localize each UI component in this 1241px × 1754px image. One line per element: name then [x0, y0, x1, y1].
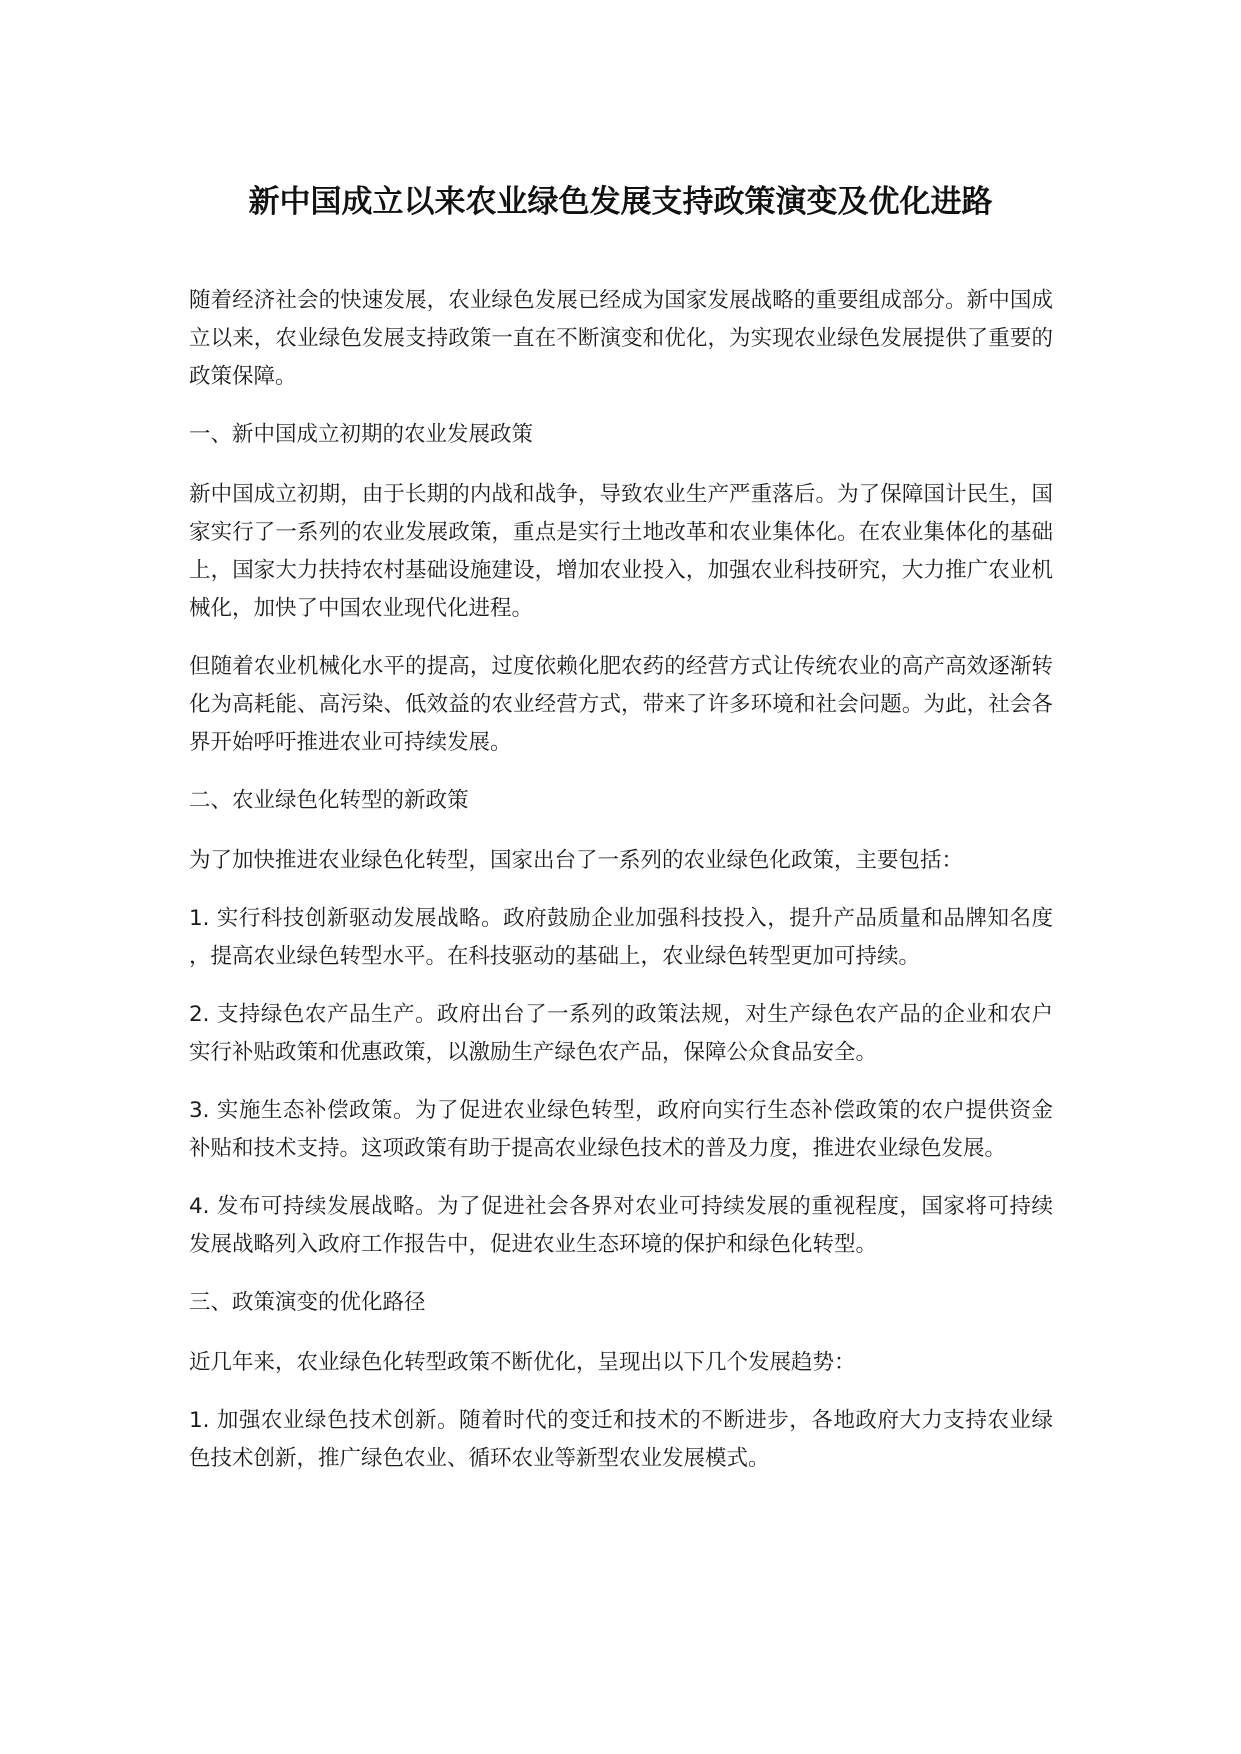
- section-heading-3: 三、政策演变的优化路径: [189, 1290, 426, 1315]
- section-heading-1: 一、新中国成立初期的农业发展政策: [189, 422, 534, 447]
- paragraph-green-policies-intro: 为了加快推进农业绿色化转型，国家出台了一系列的农业绿色化政策，主要包括：: [189, 848, 964, 873]
- list-item-tech-innovation: 1. 实行科技创新驱动发展战略。政府鼓励企业加强科技投入，提升产品质量和品牌知名度，提高农业绿色转型水平。在科技驱动的基础上，农业绿色转型更加可持续。: [189, 906, 1053, 969]
- paragraph-trends-intro: 近几年来，农业绿色化转型政策不断优化，呈现出以下几个发展趋势：: [189, 1350, 856, 1375]
- section-heading-2: 二、农业绿色化转型的新政策: [189, 788, 469, 813]
- list-item-green-products: 2. 支持绿色农产品生产。政府出台了一系列的政策法规，对生产绿色农产品的企业和农户实行补贴政策和优惠政策，以激励生产绿色农产品，保障公众食品安全。: [189, 1002, 1053, 1065]
- document-title: 新中国成立以来农业绿色发展支持政策演变及优化进路: [248, 184, 993, 220]
- document-body: [189, 282, 1053, 1498]
- paragraph-intro: 随着经济社会的快速发展，农业绿色发展已经成为国家发展战略的重要组成部分。新中国成立以来，农业绿色发展支持政策一直在不断演变和优化，为实现农业绿色发展提供了重要的政策保障。: [189, 288, 1053, 389]
- list-item-eco-compensation: 3. 实施生态补偿政策。为了促进农业绿色转型，政府向实行生态补偿政策的农户提供资金补贴和技术支持。这项政策有助于提高农业绿色技术的普及力度，推进农业绿色发展。: [189, 1098, 1053, 1161]
- list-item-green-tech: 1. 加强农业绿色技术创新。随着时代的变迁和技术的不断进步，各地政府大力支持农业绿色技术创新，推广绿色农业、循环农业等新型农业发展模式。: [189, 1408, 1053, 1471]
- list-item-sustainable-strategy: 4. 发布可持续发展战略。为了促进社会各界对农业可持续发展的重视程度，国家将可持续发展战略列入政府工作报告中，促进农业生态环境的保护和绿色化转型。: [189, 1194, 1053, 1257]
- paragraph-early-policy: 新中国成立初期，由于长期的内战和战争，导致农业生产严重落后。为了保障国计民生，国家实行了一系列的农业发展政策，重点是实行土地改革和农业集体化。在农业集体化的基础上，国家大力扶持农村基础设施建设，增加农业投入，加强农业科技研究，大力推广农业机械化，加快了中国农业现代化进程。: [189, 482, 1053, 621]
- paragraph-mechanization-problems: 但随着农业机械化水平的提高，过度依赖化肥农药的经营方式让传统农业的高产高效逐渐转化为高耗能、高污染、低效益的农业经营方式，带来了许多环境和社会问题。为此，社会各界开始呼吁推进农业可持续发展。: [189, 654, 1053, 755]
